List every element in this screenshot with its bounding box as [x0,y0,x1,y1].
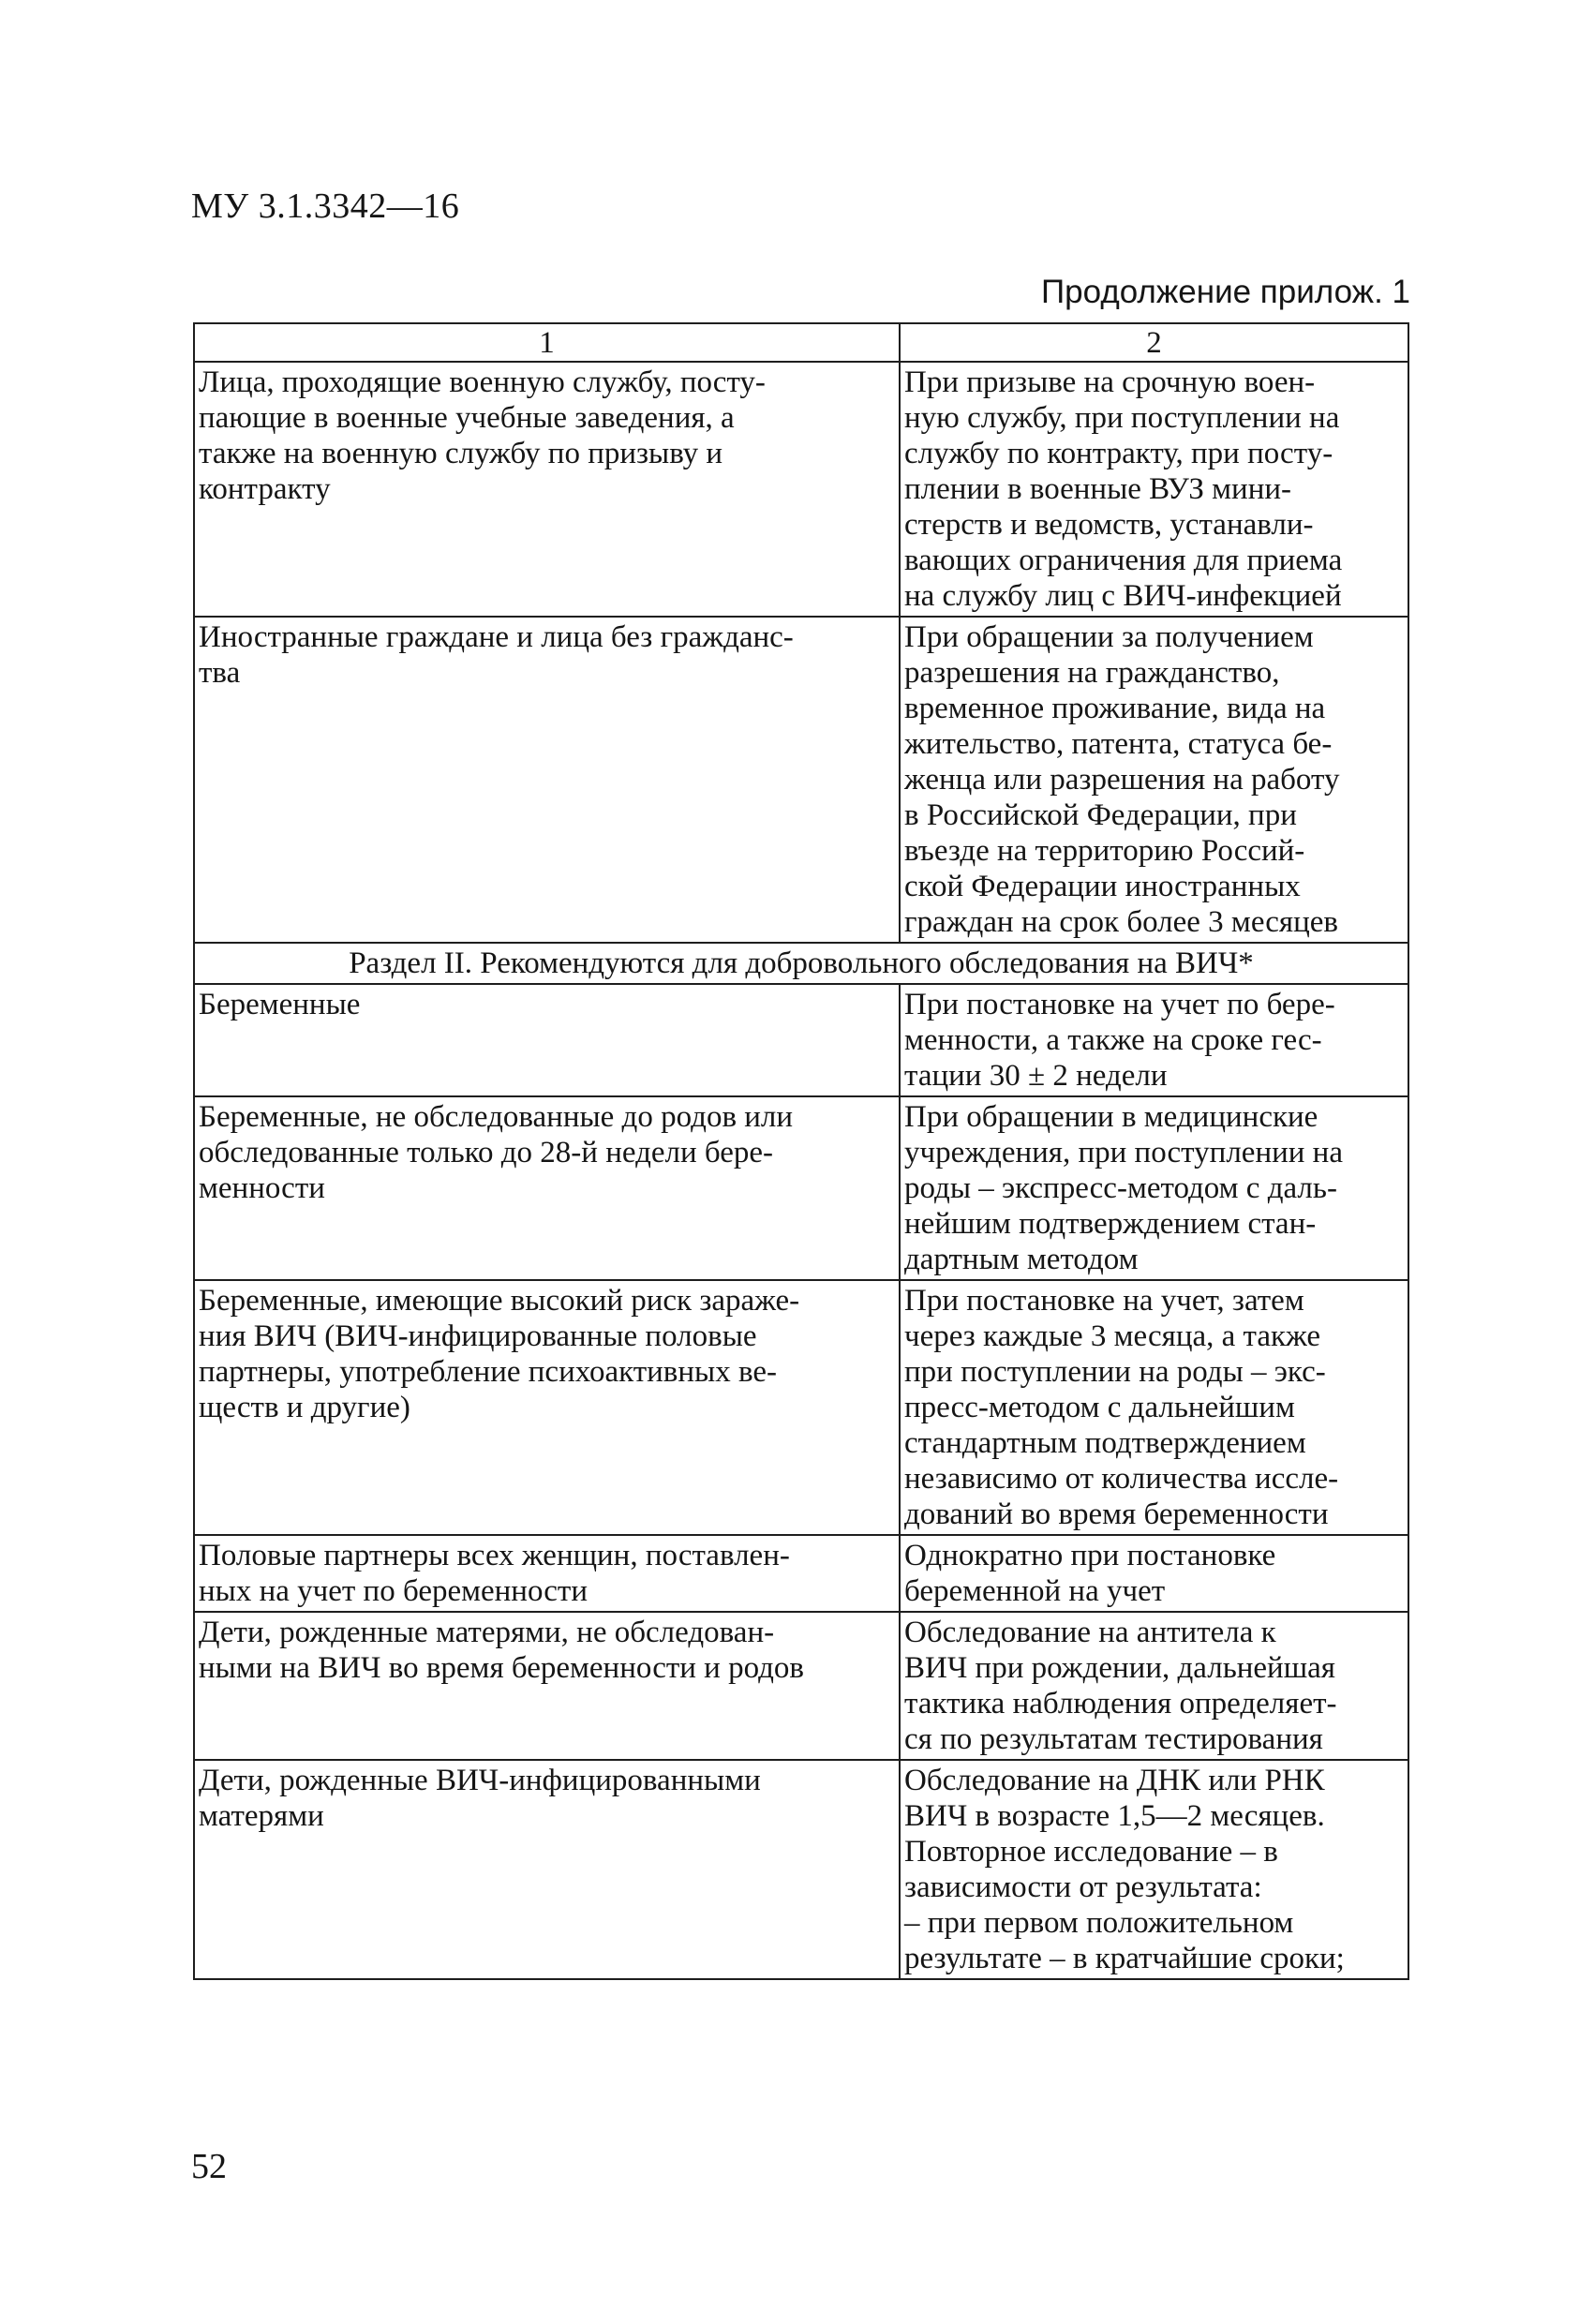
indication-cell: Однократно при постановке беременной на учет [900,1535,1408,1612]
table-row [194,1612,1408,1760]
column-number-2: 2 [900,323,1408,362]
table-row [194,1096,1408,1280]
section-title: Раздел II. Рекомендуются для добровольного обследования на ВИЧ* [194,943,1408,984]
contingent-cell: Иностранные граждане и лица без гражданс- тва [194,617,900,943]
contingent-cell: Беременные [194,984,900,1096]
indication-cell: При призыве на срочную воен- ную службу, при поступлении на службу по контракту, при посту- плении в военные ВУЗ мини- стерств и ведомств, устанавли- вающих ограничения для приема на службу лиц с ВИЧ-инфекцией [900,362,1408,617]
table-row [194,984,1408,1096]
indication-cell: Обследование на антитела к ВИЧ при рождении, дальнейшая тактика наблюдения определяет- ся по результатам тестирования [900,1612,1408,1760]
table-row [194,1280,1408,1535]
indication-cell: При обращении за получением разрешения на гражданство, временное проживание, вида на жительство, патента, статуса бе- женца или разрешения на работу в Российской Федерации, при въезде на территорию Россий- ской Федерации иностранных граждан на срок более 3 месяцев [900,617,1408,943]
section-title-row [194,943,1408,984]
contingent-cell: Дети, рожденные ВИЧ-инфицированными матерями [194,1760,900,1979]
table-row [194,617,1408,943]
table-row [194,1535,1408,1612]
contingent-cell: Дети, рожденные матерями, не обследован- ными на ВИЧ во время беременности и родов [194,1612,900,1760]
table-header-row [194,323,1408,362]
continuation-label: Продолжение прилож. 1 [1041,274,1410,310]
contingent-cell: Половые партнеры всех женщин, поставлен- ных на учет по беременности [194,1535,900,1612]
appendix-table [193,322,1409,1980]
contingent-cell: Беременные, не обследованные до родов или обследованные только до 28-й недели бере- менности [194,1096,900,1280]
table-row [194,362,1408,617]
contingent-cell: Лица, проходящие военную службу, посту- пающие в военные учебные заведения, а также на военную службу по призыву и контракту [194,362,900,617]
page-number: 52 [191,2147,227,2186]
table-row [194,1760,1408,1979]
indication-cell: При постановке на учет, затем через каждые 3 месяца, а также при поступлении на роды – экс- пресс-методом с дальнейшим стандартным подтверждением независимо от количества иссле- дований во время беременности [900,1280,1408,1535]
contingent-cell: Беременные, имеющие высокий риск зараже- ния ВИЧ (ВИЧ-инфицированные половые партнеры, употребление психоактивных ве- ществ и другие) [194,1280,900,1535]
document-code: МУ 3.1.3342—16 [191,186,460,226]
indication-cell: При обращении в медицинские учреждения, при поступлении на роды – экспресс-методом с даль- нейшим подтверждением стан- дартным методом [900,1096,1408,1280]
column-number-1: 1 [194,323,900,362]
indication-cell: Обследование на ДНК или РНК ВИЧ в возрасте 1,5—2 месяцев. Повторное исследование – в зависимости от результата: – при первом положительном результате – в кратчайшие сроки; [900,1760,1408,1979]
indication-cell: При постановке на учет по бере- менности, а также на сроке гес- тации 30 ± 2 недели [900,984,1408,1096]
